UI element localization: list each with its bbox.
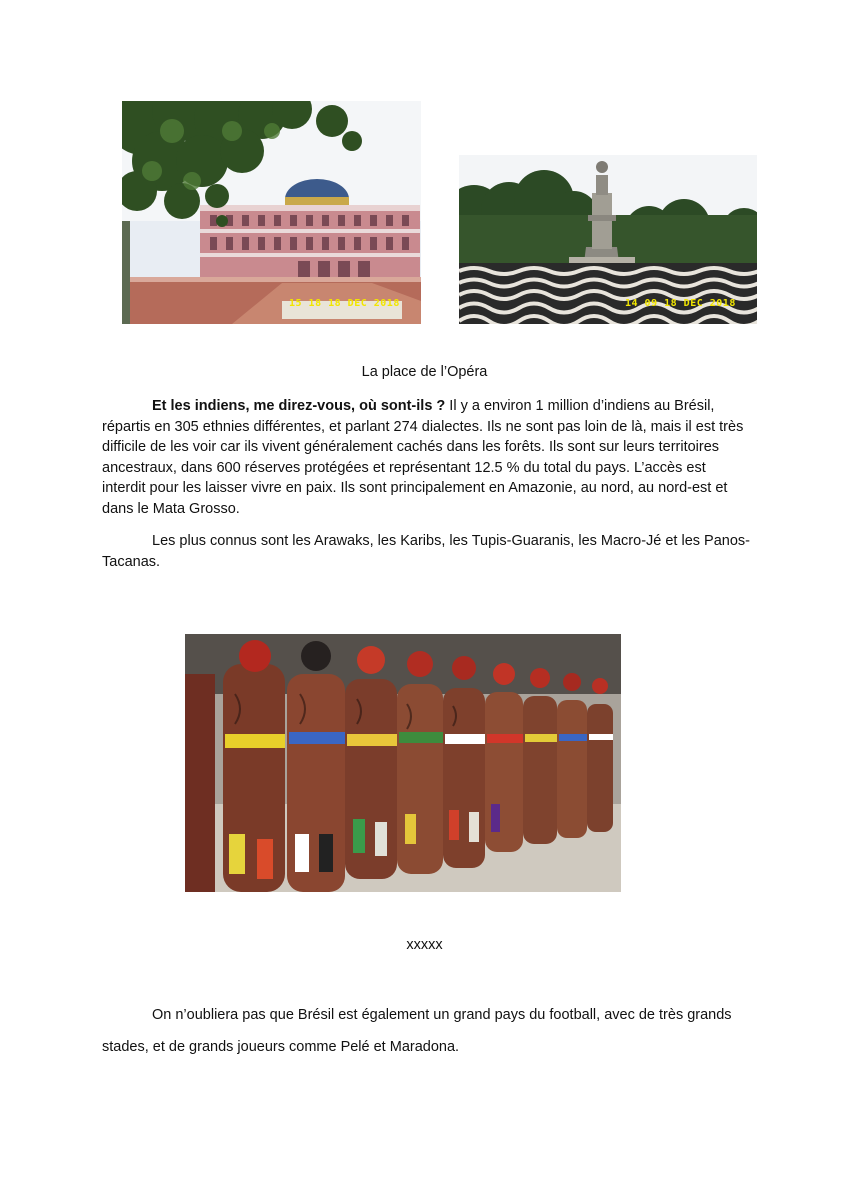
indigenous-dancers-photo	[185, 634, 621, 892]
photo-date-stamp: 15 18 18 DEC 2018	[289, 298, 400, 309]
opera-house-photo	[122, 101, 421, 324]
photo-date-stamp: 14 09 18 DEC 2018	[625, 298, 736, 309]
paragraph-tribes: Les plus connus sont les Arawaks, les Karibs, les Tupis-Guaranis, les Macro-Jé et les Panos-Tacanas.	[102, 533, 750, 570]
paragraph-body: Il y a environ 1 million d’indiens au Brésil, répartis en 305 ethnies différentes, et parlant 274 dialectes. Ils ne sont pas loin de là, mais il est très difficile de les voir car ils vivent généralement cachés dans les forêts. Ils sont sur leurs territoires ancestraux, dans 600 réserves protégées et représentant 12.5 % du total du pays. L’accès est interdit pour les laisser vivre en paix. Ils sont principalement en Amazonie, au nord, au nord-est et dans le Mata Grosso.	[102, 398, 744, 517]
photo-caption: La place de l’Opéra	[361, 364, 488, 380]
paragraph-indians	[102, 396, 752, 519]
square-monument-photo	[459, 155, 757, 324]
section-separator: xxxxx	[406, 937, 443, 953]
paragraph-lead: Et les indiens, me direz-vous, où sont-ils ?	[152, 398, 446, 414]
paragraph-football: On n’oubliera pas que Brésil est également un grand pays du football, avec de très grands stades, et de grands joueurs comme Pelé et Maradona.	[102, 1007, 732, 1055]
